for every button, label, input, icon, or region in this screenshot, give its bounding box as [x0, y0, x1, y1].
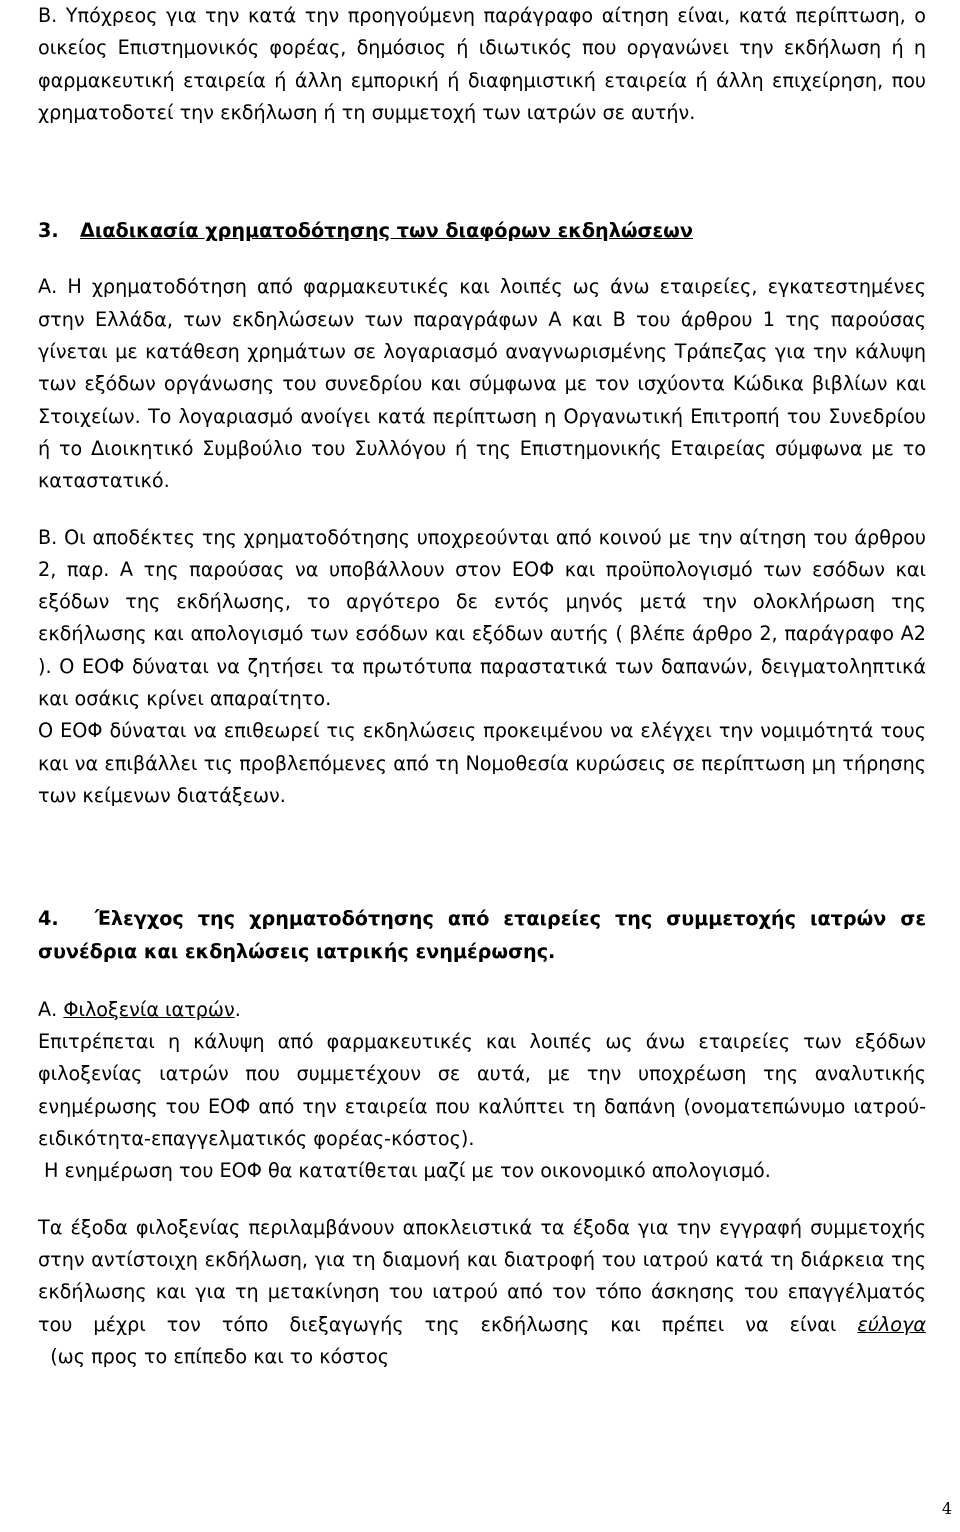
expenses-emphasis: εύλογα	[857, 1312, 926, 1336]
paragraph-b: Β. Οι αποδέκτες της χρηματοδότησης υποχρεούνται από κοινού με την αίτηση του άρθρου 2, παρ. Α της παρούσας να υποβάλλουν στον ΕΟΦ και προϋπολογισμό των εσόδων και εξόδων της εκδήλωσης, το αργότερο δε εντός μηνός μετά την ολοκλήρωση της εκδήλωσης και απολογισμό των εσόδων και εξόδων αυτής ( βλέπε άρθρο 2, παράγραφο Α2 ). Ο ΕΟΦ δύναται να ζητήσει τα πρωτότυπα παραστατικά των δαπανών, δειγματοληπτικά και οσάκις κρίνει απαραίτητο.	[38, 525, 926, 711]
paragraph-hospitality-expenses	[38, 1212, 926, 1373]
page-number: 4	[941, 1499, 952, 1518]
paragraph-a: Α. Η χρηματοδότηση από φαρμακευτικές και λοιπές ως άνω εταιρείες, εγκατεστημένες στην Ελλάδα, των εκδηλώσεων των παραγράφων Α και Β του άρθρου 1 της παρούσας γίνεται με κατάθεση χρημάτων σε λογαριασμό αναγνωρισμένης Τράπεζας για την κάλυψη των εξόδων οργάνωσης του συνεδρίου και σύμφωνα με τον ισχύοντα Κώδικα βιβλίων και Στοιχείων. Το λογαριασμό ανοίγει κατά περίπτωση η Οργανωτική Επιτροπή του Συνεδρίου ή το Διοικητικό Συμβούλιο του Συλλόγου ή της Επιστημονικής Εταιρείας σύμφωνα με το καταστατικό.	[38, 275, 926, 493]
subsection-a-title: Φιλοξενία ιατρών	[63, 997, 235, 1021]
expenses-text-before: Τα έξοδα φιλοξενίας περιλαμβάνουν αποκλειστικά τα έξοδα για την εγγραφή συμμετοχής στην αντίστοιχη εκδήλωση, για τη διαμονή και διατροφή του ιατρού κατά τη διάρκεια της εκδήλωσης και για τη μετακίνηση του ιατρού από τον τόπο άσκησης του επαγγέλματός του μέχρι τον τόπο διεξαγωγής της εκδήλωσης και πρέπει να είναι	[38, 1215, 926, 1336]
document-page	[38, 0, 926, 1373]
section-4-number: 4.	[38, 907, 59, 931]
section-3-heading	[38, 215, 926, 247]
paragraph-allowed-costs: Επιτρέπεται η κάλυψη από φαρμακευτικές και λοιπές ως άνω εταιρείες των εξόδων φιλοξενίας ιατρών που συμμετέχουν σε αυτά, με την υποχρέωση της αναλυτικής ενημέρωσης του ΕΟΦ από την εταιρεία που καλύπτει τη δαπάνη (ονοματεπώνυμο ιατρού-ειδικότητα-επαγγελματικός φορέας-κόστος).	[38, 1030, 926, 1151]
paragraph-intro: Β. Υπόχρεος για την κατά την προηγούμενη παράγραφο αίτηση είναι, κατά περίπτωση, ο οικείος Επιστημονικός φορέας, δημόσιος ή ιδιωτικός που οργανώνει την εκδήλωση ή η φαρμακευτική εταιρεία ή άλλη εμπορική ή διαφημιστική εταιρεία ή άλλη επιχείρηση, που χρηματοδοτεί την εκδήλωση ή τη συμμετοχή των ιατρών σε αυτήν.	[38, 4, 926, 124]
paragraph-eof-inspection: Ο ΕΟΦ δύναται να επιθεωρεί τις εκδηλώσεις προκειμένου να ελέγχει την νομιμότητά τους και να επιβάλλει τις προβλεπόμενες από τη Νομοθεσία κυρώσεις σε περίπτωση μη τήρησης των κείμενων διατάξεων.	[38, 719, 926, 807]
section-4-title: Έλεγχος της χρηματοδότησης από εταιρείες της συμμετοχής ιατρών σε συνέδρια και εκδηλώσεις ιατρικής ενημέρωσης.	[38, 907, 926, 963]
section-3-title: Διαδικασία χρηματοδότησης των διαφόρων εκδηλώσεων	[80, 219, 693, 243]
subsection-a-period: .	[234, 997, 241, 1021]
expenses-text-after: (ως προς το επίπεδο και το κόστος	[38, 1344, 389, 1368]
subsection-a-label: Α.	[38, 997, 58, 1021]
paragraph-notification: Η ενημέρωση του ΕΟΦ θα κατατίθεται μαζί με τον οικονομικό απολογισμό.	[44, 1159, 771, 1183]
section-4-heading	[38, 903, 926, 968]
section-3-number: 3.	[38, 219, 59, 243]
subsection-a-heading	[38, 994, 926, 1026]
